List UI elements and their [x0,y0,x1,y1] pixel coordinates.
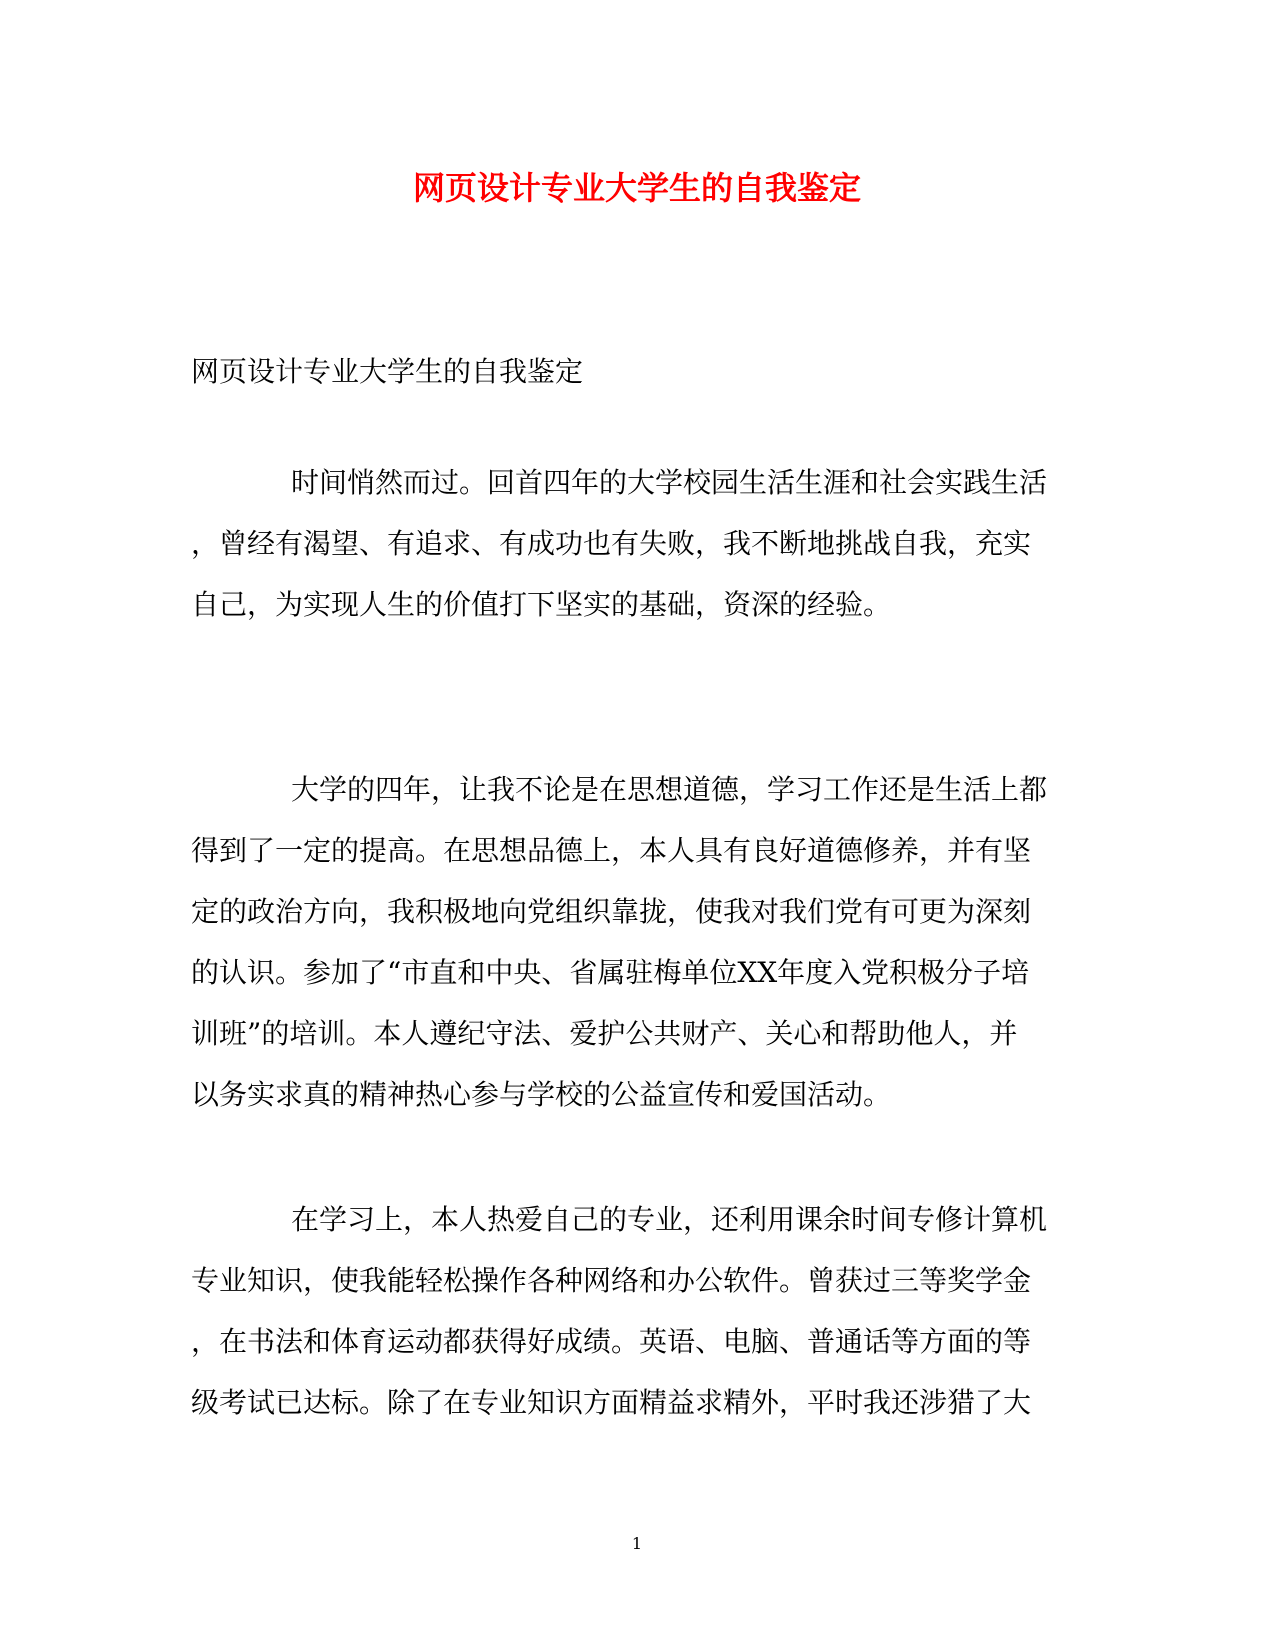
paragraph-2-line-6: 以务实求真的精神热心参与学校的公益宣传和爱国活动。 [191,1078,892,1111]
paragraph-1-line-3: 自己，为实现人生的价值打下坚实的基础，资深的经验。 [191,588,892,621]
paragraph-1-line-2: ，曾经有渴望、有追求、有成功也有失败，我不断地挑战自我，充实 [191,527,1032,560]
paragraph-2-line-2: 得到了一定的提高。在思想品德上，本人具有良好道德修养，并有坚 [191,834,1032,867]
paragraph-2-line-4: 的认识。参加了“市直和中央、省属驻梅单位XX年度入党积极分子培 [191,956,1030,989]
document-title: 网页设计专业大学生的自我鉴定 [412,169,861,207]
paragraph-2-line-3: 定的政治方向，我积极地向党组织靠拢，使我对我们党有可更为深刻 [191,895,1032,928]
paragraph-3-line-3: ，在书法和体育运动都获得好成绩。英语、电脑、普通话等方面的等 [191,1325,1032,1358]
page-number: 1 [631,1534,643,1553]
paragraph-2-line-1: 大学的四年，让我不论是在思想道德，学习工作还是生活上都 [291,773,1048,806]
paragraph-3-line-1: 在学习上，本人热爱自己的专业，还利用课余时间专修计算机 [291,1203,1048,1236]
paragraph-3-line-4: 级考试已达标。除了在专业知识方面精益求精外，平时我还涉猎了大 [191,1386,1032,1419]
paragraph-3-line-2: 专业知识，使我能轻松操作各种网络和办公软件。曾获过三等奖学金 [191,1264,1032,1297]
paragraph-1-line-1: 时间悄然而过。回首四年的大学校园生活生涯和社会实践生活 [291,466,1048,499]
paragraph-2-line-5: 训班”的培训。本人遵纪守法、爱护公共财产、关心和帮助他人，并 [191,1017,1018,1050]
document-subtitle: 网页设计专业大学生的自我鉴定 [191,355,584,388]
